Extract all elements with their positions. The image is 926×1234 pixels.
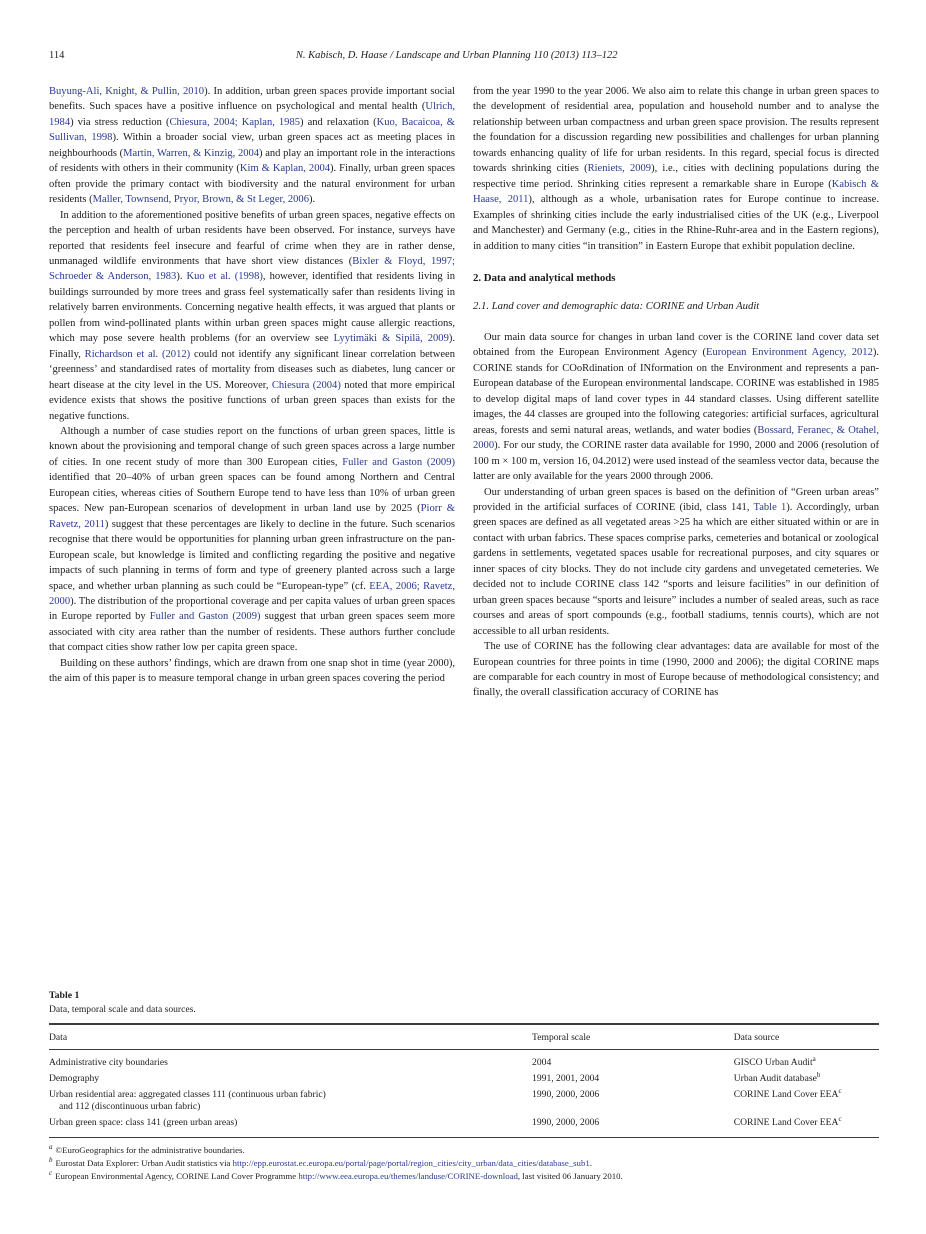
text-run: ). xyxy=(176,271,187,283)
subsection-heading: 2.1. Land cover and demographic data: CORINE and Urban Audit xyxy=(473,299,760,312)
text-run: ). In addition, urban green spaces provide important social benefits. Such spaces have a positive influence on psychological and mental health ( xyxy=(49,86,455,113)
text-run: ). Accordingly, urban green spaces are defined as all vegetated areas >25 ha which are either situated within or are in contact with urban fabrics. These spaces comprise parks, cemeteries and botanical or zoological gardens in settlements, vegetated spaces usable for recreational purposes, and city squares or inner spaces of city blocks. They do not include city gardens and unvegetated cemeteries. We decided not to include CORINE class 142 “sports and leisure facilities” in our definition of urban green spaces because “sports and leisure” includes a number of sealed areas, such as race courses and areas of sport compounds (e.g., football stadiums, tennis courts), which are not accessible to all urban residents. xyxy=(473,501,879,637)
cell-data-line2: and 112 (discontinuous urban fabric) xyxy=(59,1101,201,1113)
text-run: Our understanding of urban green spaces is based on the definition of “Green urban areas” provided in the artificial surfaces of CORINE (ibid, class 141, xyxy=(473,486,879,513)
paragraph xyxy=(49,208,455,424)
source-text: Urban Audit database xyxy=(733,1072,817,1084)
paragraph xyxy=(473,639,879,701)
citation-link[interactable]: Chiesura, 2004; Kaplan, 1985 xyxy=(169,116,301,128)
citation-link[interactable]: Bixler & Floyd, 1997; Schroeder & Anderson, 1983 xyxy=(49,255,455,283)
cell-temporal: 1991, 2001, 2004 xyxy=(532,1072,600,1084)
cell-source xyxy=(734,1071,879,1087)
citation-link[interactable]: Kabisch & Haase, 2011 xyxy=(473,178,879,206)
paragraph xyxy=(49,656,455,687)
citation-link[interactable]: Kuo, Bacaicoa, & Sullivan, 1998 xyxy=(49,116,456,144)
table-caption: Data, temporal scale and data sources. xyxy=(49,1004,196,1015)
text-run: Our main data source for changes in urban land cover is the CORINE land cover data set obtained from the European Environment Agency ( xyxy=(473,331,879,359)
running-title: N. Kabisch, D. Haase / Landscape and Urban Planning 110 (2013) 113–122 xyxy=(295,50,618,61)
citation-link[interactable]: Chiesura (2004) xyxy=(271,379,341,391)
text-run: suggest that urban green spaces seem more associated with city area rather than the number of residents. These authors further conclude that compact cities show rather low per capita green space. xyxy=(49,611,455,654)
table-1-block xyxy=(49,990,879,1182)
citation-link[interactable]: http://epp.eurostat.ec.europa.eu/portal/page/portal/region_cities/city_urban/data_cities/database_sub1 xyxy=(232,1157,590,1168)
footnote xyxy=(49,1170,879,1183)
paragraph xyxy=(49,424,455,656)
citation-link[interactable]: Piorr & Ravetz, 2011 xyxy=(49,503,455,530)
text-run: noted that more empirical evidence exists that shows the positive functions of urban green spaces than exists for the negative functions. xyxy=(49,379,455,422)
section-heading: 2. Data and analytical methods xyxy=(473,271,616,284)
table-footnotes xyxy=(49,1144,879,1182)
table-row xyxy=(49,1115,879,1137)
text-run: The use of CORINE has the following clear advantages: data are available for most of the European countries for three points in time (1990, 2000 and 2006); the digital CORINE maps are comparable for each country in most of Europe because of methodological consistency; and finally, the overall classification accuracy of CORINE has xyxy=(473,641,879,699)
page-number: 114 xyxy=(49,50,65,61)
citation-link[interactable]: Bossard, Feranec, & Otahel, 2000 xyxy=(473,424,879,452)
source-text: CORINE Land Cover EEA xyxy=(733,1088,839,1100)
citation-link[interactable]: Buyung-Ali, Knight, & Pullin, 2010 xyxy=(49,86,205,97)
text-run: ). Finally, urban green spaces often provide the primary contact with biodiversity and the natural environment for urban residents ( xyxy=(49,163,455,206)
footnote-marker: c xyxy=(838,1115,842,1123)
text-run: identified that 20–40% of urban green spaces can be found among Northern and Central European cities, whereas cities of Southern Europe tend to have less than 10% of urban green spaces. New pan-European scenarios of development in urban land use by 2025 ( xyxy=(49,472,455,515)
citation-link[interactable]: Table 1 xyxy=(753,501,787,513)
citation-link[interactable]: European Environment Agency, 2012 xyxy=(706,347,873,359)
text-run: ) suggest that these percentages are likely to decline in the future. Such scenarios recognise that there would be opportunities for planning urban green infrastructure on the pan-European scale, but knowledge is limited and conflicting regarding the positive and negative impacts of such planning in terms of form and type of greenery planted across such a large space, and whether urban planning as such could be “European-type” (cf. xyxy=(49,518,455,592)
footnote-marker: c xyxy=(838,1086,842,1095)
text-run: ). Within a broader social view, urban green spaces act as meeting places in neighbourhoods ( xyxy=(49,132,455,159)
footnote-marker: b xyxy=(816,1070,821,1079)
text-run: ). The distribution of the proportional coverage and per capita values of urban green spaces in Europe reported by xyxy=(49,595,455,623)
footnote-text xyxy=(56,1145,245,1155)
citation-link[interactable]: Martin, Warren, & Kinzig, 2004 xyxy=(123,147,260,159)
citation-link[interactable]: Rieniets, 2009 xyxy=(587,163,652,175)
citation-link[interactable]: http://www.eea.europa.eu/themes/landuse/CORINE-download xyxy=(298,1170,518,1181)
text-run: ). xyxy=(308,194,316,206)
cell-data-line1: Urban residential area: aggregated classes 111 (continuous urban fabric) xyxy=(49,1088,326,1100)
cell-data xyxy=(49,1087,532,1116)
text-run: ), i.e., cities with declining populations during the respective time period. Shrinking cities represent a remarkable share in Europe ( xyxy=(473,163,879,190)
text-run: ) and play an important role in the interactions of residents with others in their community ( xyxy=(49,147,455,175)
citation-link[interactable]: Lyytimäki & Sipilä, 2009 xyxy=(333,333,449,345)
footnote-letter: c xyxy=(49,1168,53,1177)
right-column xyxy=(473,84,879,986)
source-text: GISCO Urban Audit xyxy=(733,1057,813,1068)
text-run: ©EuroGeographics for the administrative boundaries. xyxy=(55,1144,245,1155)
text-run: , last visited 06 January 2010. xyxy=(517,1170,623,1181)
citation-link[interactable]: Kim & Kaplan, 2004 xyxy=(239,163,331,175)
cell-source xyxy=(734,1087,879,1116)
left-column xyxy=(49,84,455,986)
text-run: Although a number of case studies report on the functions of urban green spaces, little is known about the provisioning and temporal change of such green spaces across a large number of cities. In one recent study of more than 300 European cities, xyxy=(49,425,455,468)
footnote-text xyxy=(55,1171,623,1181)
source-text: CORINE Land Cover EEA xyxy=(733,1117,839,1129)
paragraph xyxy=(473,330,879,485)
data-table xyxy=(49,1023,879,1138)
citation-link[interactable]: EEA, 2006; Ravetz, 2000 xyxy=(49,580,455,607)
table-header-row xyxy=(49,1024,879,1050)
footnote xyxy=(49,1144,879,1157)
text-run: In addition to the aforementioned positive benefits of urban green spaces, negative effects on the perception and health of urban residents have been observed. For instance, surveys have reported that residents feel insecure and fearful of crime when they are in rather dense, unmanaged wildlife environments that have short view distances ( xyxy=(49,209,455,267)
column-header-data-source: Data source xyxy=(734,1024,879,1050)
text-run: . xyxy=(589,1157,592,1168)
text-run: from the year 1990 to the year 2006. We also aim to relate this change in urban green spaces to the development of residential area, population and household number and to analyse the relationship between urban compactness and urban green space provision. The results represent the foundation for a discussion regarding new possibilities and challenges for urban planning towards enhancing quality of life for urban residents. In this regard, special focus is directed towards shrinking cities ( xyxy=(473,86,879,175)
cell-temporal: 2004 xyxy=(532,1057,552,1068)
citation-link[interactable]: Maller, Townsend, Pryor, Brown, & St Leger, 2006 xyxy=(92,194,309,206)
text-run: , however, identified that residents living in buildings surrounded by more trees and grass feel systematically safer than residents living in relatively barren environments. Concerning negative health effects, it was argued that plants or pollen from wind-pollinated plants within urban green spaces might cause allergic reactions, which may pose severe health problems (for an overview see xyxy=(49,271,455,345)
citation-link[interactable]: Kuo et al. (1998) xyxy=(186,271,263,283)
text-run: ). Finally, xyxy=(49,333,456,360)
cell-source xyxy=(734,1050,879,1071)
paragraph xyxy=(49,84,455,208)
text-run: ), although as a whole, urbanisation rates for Europe continue to increase. Examples of shrinking cities include the early industrialised cities of the UK (e.g., Liverpool and Manchester) and Germany (e.g., cities in the Rhine-Ruhr-area and in the Eastern regions), in addition to many cities “in transition” in Eastern Europe that exhibit population decline. xyxy=(473,194,879,252)
footnote-marker: a xyxy=(812,1054,816,1063)
paragraph xyxy=(473,84,879,254)
text-run: ). CORINE stands for COoRdination of INformation on the Environment and represents a pan-European database of the European environmental landscape. CORINE was established in 1985 to develop digital maps of land cover types in 44 standard classes. Using different satellite images, the 44 classes are grouped into the following categories: artificial surfaces, agricultural areas, forests and semi natural areas, wetlands, and water bodies ( xyxy=(473,347,879,436)
text-run: European Environmental Agency, CORINE Land Cover Programme xyxy=(55,1170,299,1181)
cell-data: Urban green space: class 141 (green urban areas) xyxy=(49,1117,238,1129)
text-run: ). For our study, the CORINE raster data available for 1990, 2000 and 2006 (resolution of 100 m × 100 m, version 16, 04.2012) were used instead of the seamless vector data, because the latter are only available for the years 2000 through 2006. xyxy=(473,440,879,483)
footnote-letter: b xyxy=(49,1155,53,1164)
column-header-data: Data xyxy=(49,1024,532,1050)
table-row xyxy=(49,1050,879,1071)
cell-data: Demography xyxy=(49,1072,100,1084)
cell-data: Administrative city boundaries xyxy=(49,1057,168,1068)
running-header xyxy=(49,50,879,61)
cell-temporal: 1990, 2000, 2006 xyxy=(532,1088,600,1100)
table-label: Table 1 xyxy=(49,990,80,1001)
citation-link[interactable]: Fuller and Gaston (2009) xyxy=(342,456,455,468)
table-row xyxy=(49,1071,879,1087)
footnote-text xyxy=(56,1158,592,1168)
text-run: could not identify any significant linear correlation between ‘greenness’ and standardised rates of mortality from diseases such as diabetes, lung cancer or heart disease at the city level in the US. Moreover, xyxy=(49,348,455,391)
cell-source xyxy=(734,1115,879,1137)
footnote-letter: a xyxy=(49,1143,53,1152)
text-run: Eurostat Data Explorer: Urban Audit statistics via xyxy=(55,1157,233,1168)
citation-link[interactable]: Fuller and Gaston (2009) xyxy=(149,611,261,623)
table-row xyxy=(49,1087,879,1116)
two-column-body xyxy=(49,84,879,986)
citation-link[interactable]: Ulrich, 1984 xyxy=(49,101,455,128)
cell-temporal: 1990, 2000, 2006 xyxy=(532,1117,600,1129)
footnote xyxy=(49,1157,879,1170)
text-run: ) via stress reduction ( xyxy=(70,116,170,128)
text-run: ) and relaxation ( xyxy=(300,116,377,128)
column-header-temporal-scale: Temporal scale xyxy=(532,1024,734,1050)
text-run: Building on these authors’ findings, which are drawn from one snap shot in time (year 2000), the aim of this paper is to measure temporal change in urban green spaces covering the period xyxy=(49,657,455,685)
citation-link[interactable]: Richardson et al. (2012) xyxy=(84,348,191,360)
paragraph xyxy=(473,485,879,640)
